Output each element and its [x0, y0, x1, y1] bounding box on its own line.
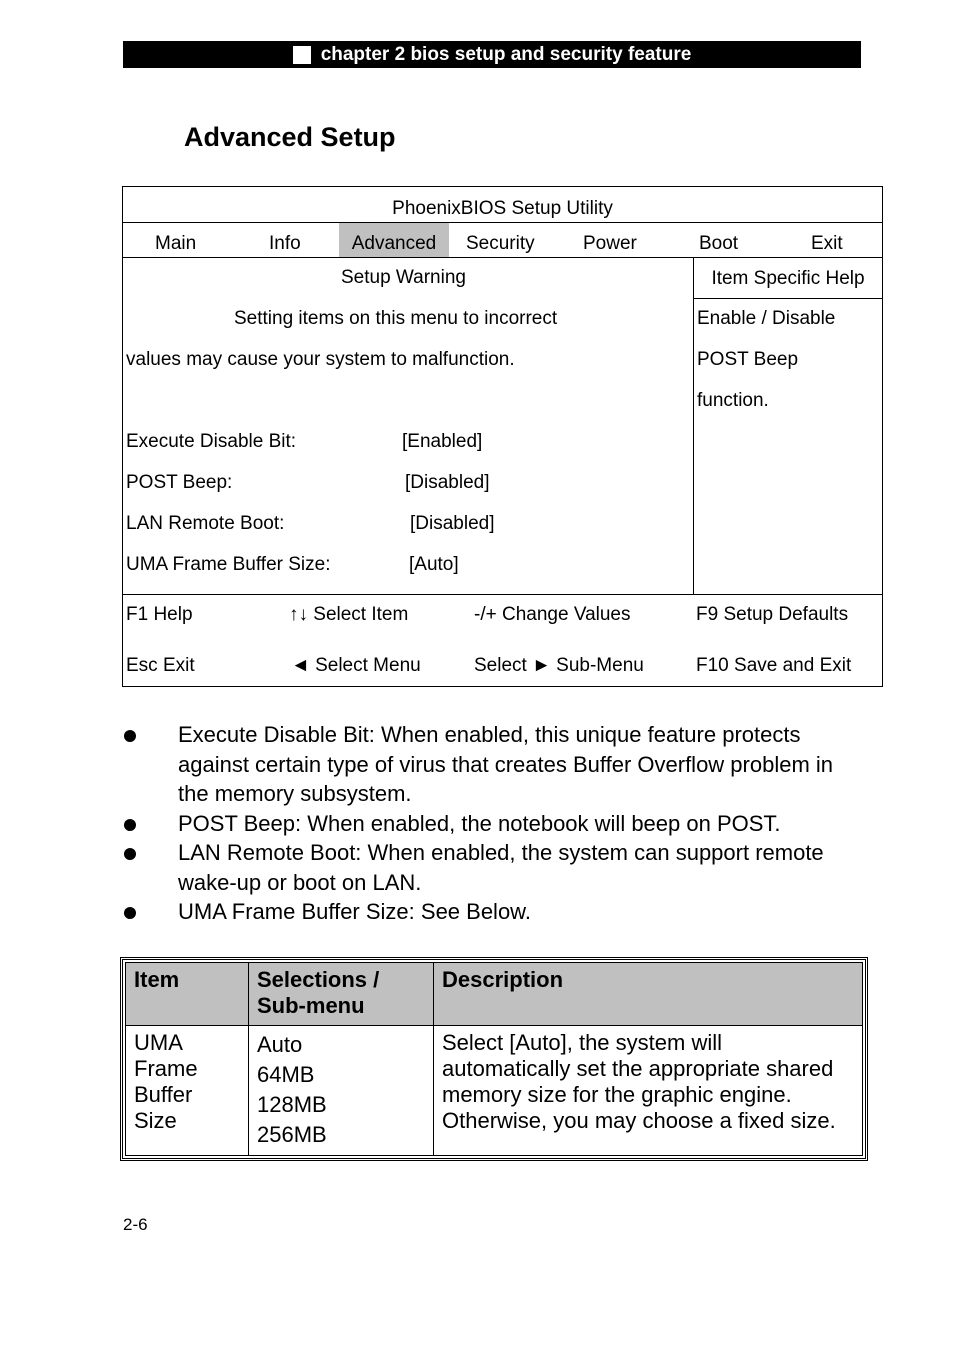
setting-value[interactable]: [Enabled]	[402, 431, 483, 452]
help-line: Enable / Disable	[697, 308, 836, 329]
key-esc-exit: Esc Exit	[126, 655, 195, 676]
table-row	[126, 1026, 863, 1156]
menu-exit[interactable]: Exit	[811, 233, 843, 254]
bullet-line: UMA Frame Buffer Size: See Below.	[178, 899, 531, 924]
bullet-icon	[124, 730, 136, 742]
list-item	[122, 838, 862, 897]
bullet-line: wake-up or boot on LAN.	[178, 869, 422, 895]
setup-warning-title: Setup Warning	[341, 267, 466, 288]
cell-selections: Auto 64MB 128MB 256MB	[249, 1026, 434, 1156]
setting-value[interactable]: [Disabled]	[405, 472, 490, 493]
bios-screen	[122, 186, 883, 687]
key-select-item: ↑↓ Select Item	[289, 604, 409, 625]
page-number: 2-6	[123, 1215, 148, 1234]
item-help-title: Item Specific Help	[694, 258, 882, 299]
header-item: Item	[126, 963, 249, 1026]
table-header-row	[126, 963, 863, 1026]
key-sub-menu: Select ► Sub-Menu	[474, 655, 644, 676]
key-f9-defaults: F9 Setup Defaults	[696, 604, 849, 625]
key-f10-save: F10 Save and Exit	[696, 655, 852, 676]
key-select-menu: ◄ Select Menu	[291, 655, 421, 676]
setting-label: LAN Remote Boot:	[126, 513, 285, 534]
list-item	[122, 720, 862, 809]
header-selections: Selections / Sub-menu	[249, 963, 434, 1026]
menu-advanced[interactable]: Advanced	[339, 223, 449, 257]
bullet-line: Execute Disable Bit: When enabled, this unique feature protects	[178, 722, 801, 747]
bullet-icon	[124, 907, 136, 919]
bullet-icon	[124, 819, 136, 831]
bullet-line: POST Beep: When enabled, the notebook will beep on POST.	[178, 810, 781, 836]
setting-label: POST Beep:	[126, 472, 233, 493]
bios-key-legend	[123, 594, 882, 687]
bios-menu-bar	[123, 223, 882, 258]
menu-main[interactable]: Main	[155, 233, 197, 254]
menu-security[interactable]: Security	[466, 233, 535, 254]
warning-line-2: values may cause your system to malfunction.	[126, 349, 515, 370]
setting-value[interactable]: [Auto]	[409, 554, 459, 575]
setting-label: Execute Disable Bit:	[126, 431, 297, 452]
menu-info[interactable]: Info	[269, 233, 301, 254]
bullet-line: the memory subsystem.	[178, 781, 412, 806]
list-item	[122, 809, 862, 839]
bios-title: PhoenixBIOS Setup Utility	[123, 187, 882, 223]
bullet-line: against certain type of virus that creates Buffer Overflow problem in	[178, 751, 834, 777]
chapter-title: chapter 2 bios setup and security feature	[320, 43, 692, 65]
bullet-icon	[124, 848, 136, 860]
help-line: POST Beep	[697, 349, 799, 370]
chapter-header-bar	[123, 41, 861, 68]
key-f1-help: F1 Help	[126, 604, 193, 625]
setting-label: UMA Frame Buffer Size:	[126, 554, 331, 575]
menu-power[interactable]: Power	[583, 233, 637, 254]
warning-line-1: Setting items on this menu to incorrect	[234, 308, 558, 329]
list-item	[122, 897, 862, 927]
bullet-line: LAN Remote Boot: When enabled, the system can support remote	[178, 840, 824, 865]
cell-description: Select [Auto], the system will automatically set the appropriate shared memory size for the graphic engine. Otherwise, you may choose a fixed size.	[434, 1026, 863, 1156]
page-title: Advanced Setup	[184, 122, 396, 152]
header-description: Description	[434, 963, 863, 1026]
uma-options-table	[120, 957, 868, 1161]
square-icon	[293, 46, 311, 64]
help-line: function.	[697, 390, 769, 411]
cell-item: UMA Frame Buffer Size	[126, 1026, 249, 1156]
menu-boot[interactable]: Boot	[699, 233, 739, 254]
key-change-values: -/+ Change Values	[474, 604, 631, 625]
settings-pane	[123, 258, 694, 594]
bullet-list	[122, 720, 862, 927]
setting-value[interactable]: [Disabled]	[410, 513, 495, 534]
